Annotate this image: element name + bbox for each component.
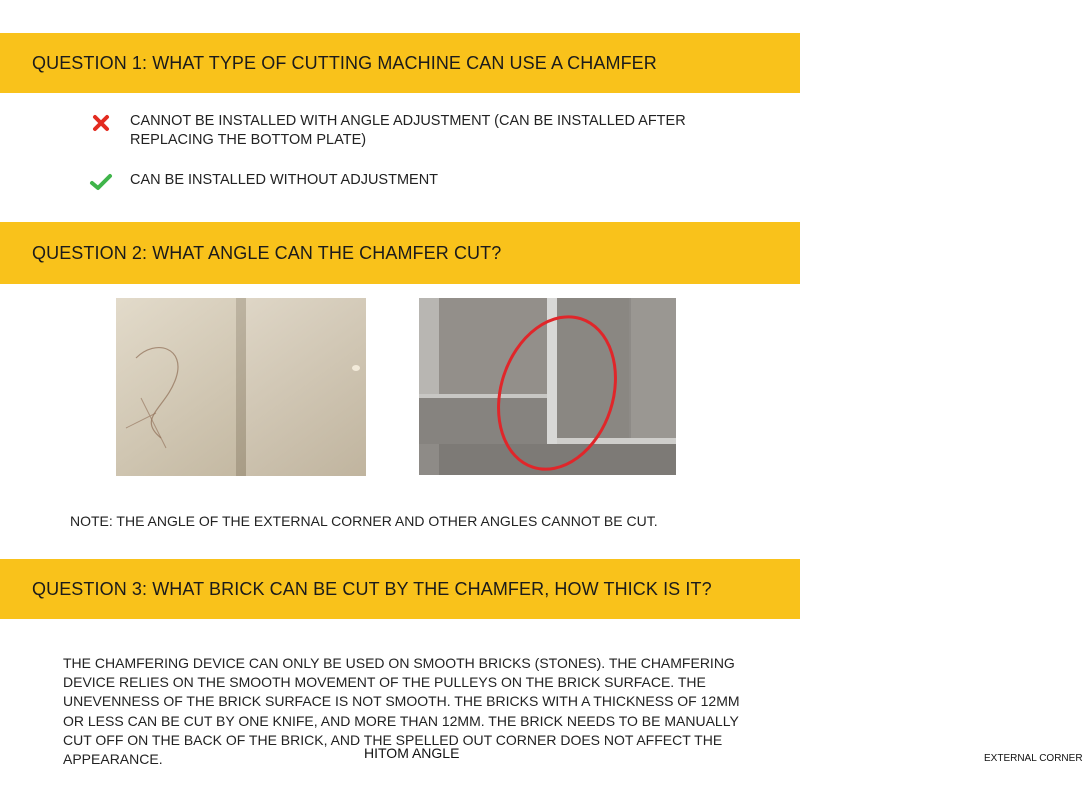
question-1-title: QUESTION 1: WHAT TYPE OF CUTTING MACHINE CAN USE A CHAMFER — [32, 52, 657, 73]
note-text: NOTE: THE ANGLE OF THE EXTERNAL CORNER AND OTHER ANGLES CANNOT BE CUT. — [70, 513, 658, 529]
option-supported — [88, 171, 438, 193]
external-corner-photo — [419, 298, 1083, 764]
check-icon — [88, 171, 114, 193]
question-3-banner — [0, 559, 800, 619]
question-3-title: QUESTION 3: WHAT BRICK CAN BE CUT BY THE CHAMFER, HOW THICK IS IT? — [32, 578, 712, 599]
question-1-banner — [0, 33, 800, 93]
hitom-angle-label: HITOM ANGLE — [360, 742, 463, 764]
cross-icon — [88, 112, 114, 134]
option-not-supported — [88, 112, 750, 150]
option-supported-text: CAN BE INSTALLED WITHOUT ADJUSTMENT — [130, 172, 439, 188]
option-not-supported-text: CANNOT BE INSTALLED WITH ANGLE ADJUSTMENT (CAN BE INSTALLED AFTER REPLACING THE BOTTOM PLATE) — [130, 113, 686, 148]
answer-paragraph: THE CHAMFERING DEVICE CAN ONLY BE USED ON SMOOTH BRICKS (STONES). THE CHAMFERING DEVICE RELIES ON THE SMOOTH MOVEMENT OF THE PULLEYS ON THE BRICK SURFACE. THE UNEVENNESS OF THE BRICK SURFACE IS NOT SMOOTH. THE BRICKS WITH A THICKNESS OF 12MM OR LESS CAN BE CUT BY ONE KNIFE, AND MORE THAN 12MM. THE BRICK NEEDS TO BE MANUALLY CUT OFF ON THE BACK OF THE BRICK, AND THE SPELLED OUT CORNER DOES NOT AFFECT THE APPEARANCE. — [63, 655, 740, 768]
external-corner-label: EXTERNAL CORNER — [984, 753, 1083, 764]
question-2-banner — [0, 222, 800, 284]
question-2-title: QUESTION 2: WHAT ANGLE CAN THE CHAMFER CUT? — [32, 242, 502, 263]
